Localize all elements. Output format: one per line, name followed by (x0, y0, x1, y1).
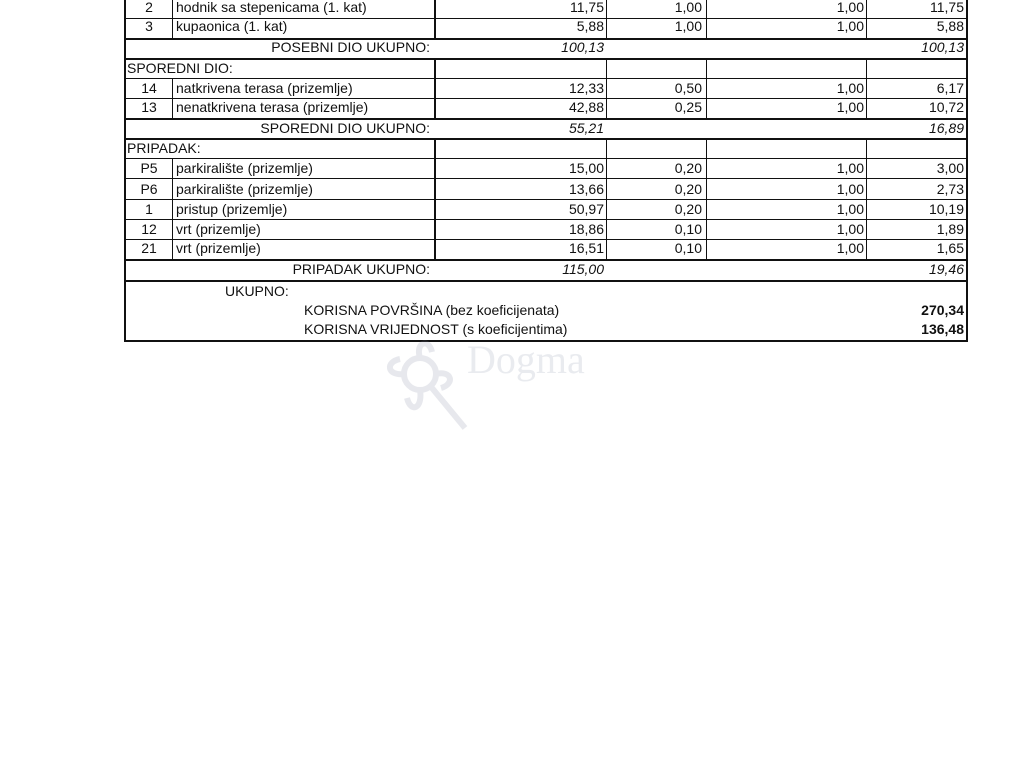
section-border (124, 58, 968, 60)
coefficient-2: 1,00 (836, 80, 864, 96)
coefficient-2: 1,00 (836, 0, 864, 15)
coefficient-1: 0,20 (674, 181, 702, 197)
weighted-area: 11,75 (930, 0, 964, 15)
room-name: kupaonica (1. kat) (176, 18, 288, 34)
korisna-vrijednost-value: 136,48 (921, 321, 964, 337)
coefficient-2: 1,00 (836, 201, 864, 217)
coefficient-1: 0,20 (674, 160, 702, 176)
col-divider (706, 58, 707, 118)
room-name: nenatkrivena terasa (prizemlje) (176, 99, 369, 115)
total-label: SPOREDNI DIO UKUPNO: (260, 120, 430, 136)
room-area: 11,75 (570, 0, 604, 15)
room-name: vrt (prizemlje) (176, 221, 261, 237)
coefficient-2: 1,00 (836, 181, 864, 197)
coefficient-2: 1,00 (836, 18, 864, 34)
room-number: 3 (145, 18, 153, 34)
col-divider (434, 58, 436, 78)
room-number: 2 (145, 0, 153, 15)
ukupno-label: UKUPNO: (225, 283, 289, 299)
col-divider (866, 58, 867, 118)
weighted-area: 3,00 (936, 160, 964, 176)
korisna-povrsina-label: KORISNA POVRŠINA (bez koeficijenata) (304, 302, 560, 318)
coefficient-1: 0,50 (674, 80, 702, 96)
room-area: 15,00 (568, 160, 604, 176)
room-name: pristup (prizemlje) (176, 201, 288, 217)
total-label: PRIPADAK UKUPNO: (292, 261, 430, 277)
room-number: 21 (141, 240, 157, 256)
korisna-povrsina-value: 270,34 (921, 302, 964, 318)
room-number: 14 (141, 80, 157, 96)
room-number: 13 (141, 99, 157, 115)
total-value: 100,13 (921, 39, 964, 55)
watermark-brand: Dogma (467, 337, 585, 382)
coefficient-2: 1,00 (836, 221, 864, 237)
total-area: 55,21 (568, 120, 604, 136)
coefficient-1: 0,20 (674, 201, 702, 217)
coefficient-2: 1,00 (836, 99, 864, 115)
room-area: 16,51 (568, 240, 604, 256)
room-area: 12,33 (568, 80, 604, 96)
area-table (124, 0, 968, 342)
room-area: 13,66 (568, 181, 604, 197)
total-value: 19,46 (928, 261, 964, 277)
section-header: PRIPADAK: (127, 140, 201, 156)
total-area: 100,13 (561, 39, 604, 55)
room-area: 50,97 (568, 201, 604, 217)
room-number: 1 (145, 201, 153, 217)
col-divider (434, 0, 436, 38)
weighted-area: 1,65 (936, 240, 964, 256)
weighted-area: 6,17 (936, 80, 964, 96)
row-divider (124, 178, 968, 179)
total-value: 16,89 (928, 120, 964, 136)
weighted-area: 1,89 (936, 221, 964, 237)
weighted-area: 5,88 (936, 18, 964, 34)
coefficient-1: 1,00 (674, 18, 702, 34)
room-name: vrt (prizemlje) (176, 240, 261, 256)
room-name: hodnik sa stepenicama (1. kat) (176, 0, 367, 15)
coefficient-1: 1,00 (674, 0, 702, 15)
total-label: POSEBNI DIO UKUPNO: (271, 39, 430, 55)
room-name: parkiralište (prizemlje) (176, 181, 313, 197)
room-number: 12 (141, 221, 157, 237)
room-number: P5 (140, 160, 158, 176)
room-name: parkiralište (prizemlje) (176, 160, 313, 176)
watermark-logo (375, 332, 665, 442)
room-name: natkrivena terasa (prizemlje) (176, 80, 353, 96)
coefficient-1: 0,25 (674, 99, 702, 115)
room-area: 42,88 (568, 99, 604, 115)
korisna-vrijednost-label: KORISNA VRIJEDNOST (s koeficijentima) (304, 321, 568, 337)
section-border (124, 138, 968, 140)
col-divider (866, 0, 867, 38)
total-area: 115,00 (562, 261, 604, 277)
room-area: 18,86 (568, 221, 604, 237)
weighted-area: 2,73 (936, 181, 964, 197)
coefficient-2: 1,00 (836, 160, 864, 176)
section-header: SPOREDNI DIO: (127, 60, 233, 76)
col-divider (706, 0, 707, 38)
col-divider (606, 0, 607, 38)
coefficient-2: 1,00 (836, 240, 864, 256)
coefficient-1: 0,10 (674, 221, 702, 237)
table-border-right (966, 0, 968, 342)
coefficient-1: 0,10 (674, 240, 702, 256)
room-area: 5,88 (576, 18, 604, 34)
weighted-area: 10,72 (928, 99, 964, 115)
room-number: P6 (140, 181, 158, 197)
weighted-area: 10,19 (928, 201, 964, 217)
col-divider (606, 58, 607, 118)
